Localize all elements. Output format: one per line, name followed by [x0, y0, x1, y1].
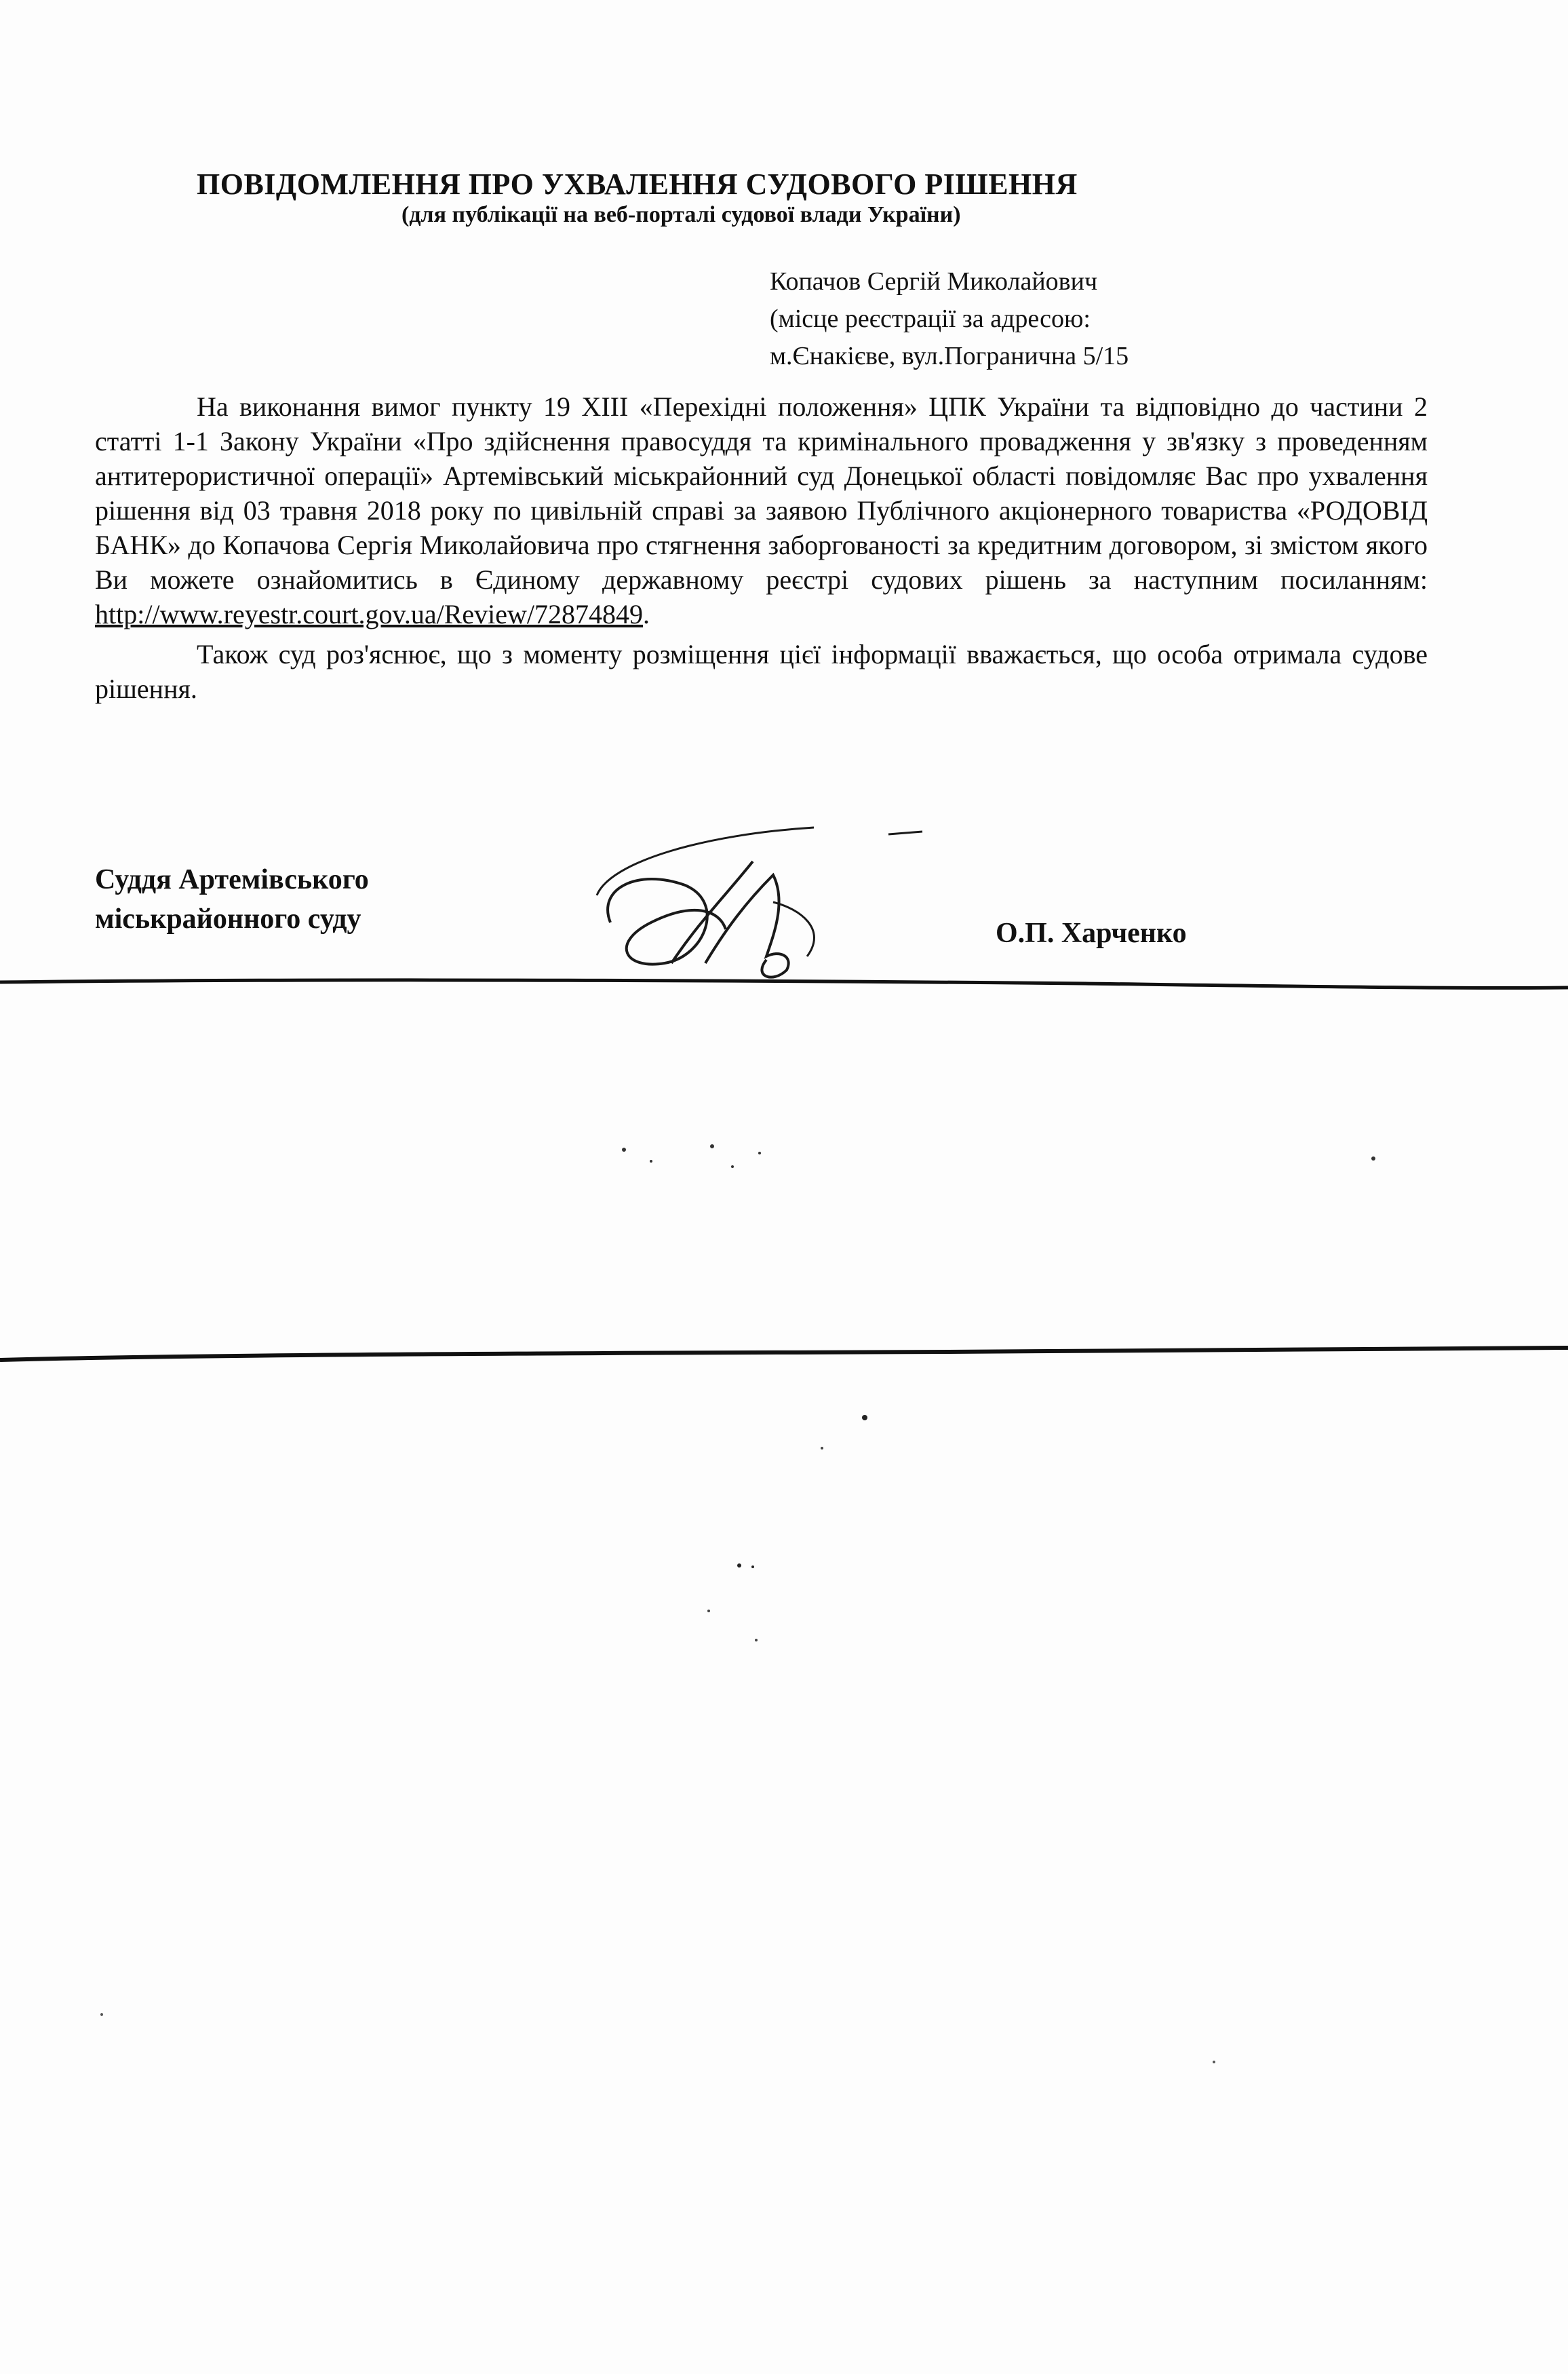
recipient-address-line1: (місце реєстрації за адресою:	[770, 305, 1091, 333]
judge-name: О.П. Харченко	[996, 918, 1187, 949]
judge-title-line1: Суддя Артемівського	[95, 864, 369, 895]
document-subtitle: (для публікації на веб-порталі судової влади України)	[401, 202, 961, 227]
judge-title	[95, 860, 369, 939]
scan-divider-line	[0, 963, 1568, 1004]
recipient-address-line2: м.Єнакієве, вул.Погранична 5/15	[770, 342, 1129, 370]
clarification-paragraph: Також суд роз'яснює, що з моменту розміщення цієї інформації вважається, що особа отримала судове рішення.	[95, 639, 1428, 704]
link-suffix: .	[643, 599, 650, 629]
document-title: ПОВІДОМЛЕННЯ ПРО УХВАЛЕННЯ СУДОВОГО РІШЕННЯ	[197, 168, 1078, 201]
recipient-name: Копачов Сергій Миколайович	[770, 267, 1098, 296]
recipient-block	[770, 263, 1129, 375]
notice-paragraph	[95, 389, 1428, 631]
document-body	[95, 389, 1428, 706]
judge-title-line2: міськрайонного суду	[95, 903, 361, 935]
registry-link[interactable]: http://www.reyestr.court.gov.ua/Review/72874849	[95, 599, 644, 629]
scan-divider-line-lower	[0, 1333, 1568, 1374]
notice-paragraph-text: На виконання вимог пункту 19 ХІІІ «Перехідні положення» ЦПК України та відповідно до частини 2 статті 1-1 Закону України «Про здійснення правосуддя та кримінального провадження у зв'язку з проведенням антитерористичної операції» Артемівський міськрайонний суд Донецької області повідомляє Вас про ухвалення рішення від 03 травня 2018 року по цивільній справі за заявою Публічного акціонерного товариства «РОДОВІД БАНК» до Копачова Сергія Миколайовича про стягнення заборгованості за кредитним договором, зі змістом якого Ви можете ознайомитись в Єдиному державному реєстрі судових рішень за наступним посиланням:	[95, 391, 1428, 595]
